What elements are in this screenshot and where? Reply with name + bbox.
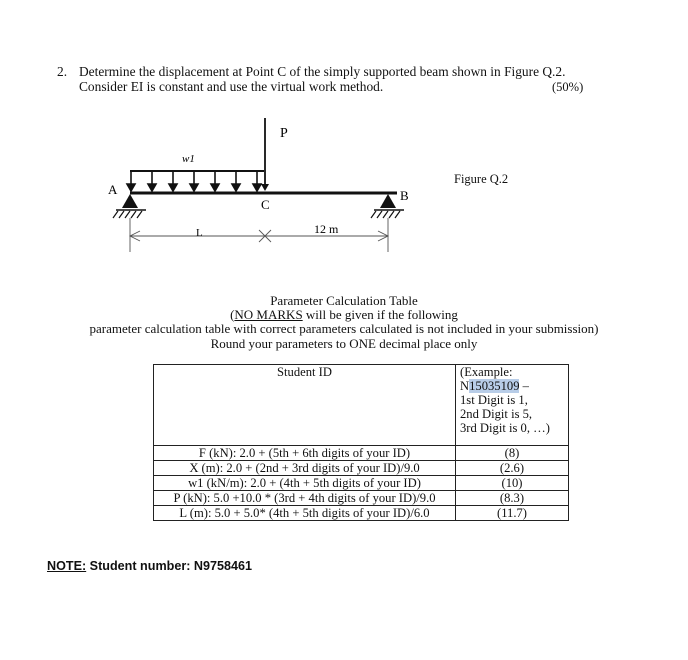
value-x: (2.6)	[456, 461, 569, 476]
table-row	[154, 446, 569, 461]
table-row	[154, 506, 569, 521]
value-w1: (10)	[456, 476, 569, 491]
formula-f: F (kN): 2.0 + (5th + 6th digits of your ID)	[154, 446, 456, 461]
support-a	[113, 194, 146, 218]
table-row	[154, 491, 569, 506]
student-number-note	[47, 559, 252, 573]
point-load-arrowhead	[261, 184, 269, 191]
example-line4: 2nd Digit is 5,	[460, 407, 533, 421]
note-label: NOTE:	[47, 559, 87, 573]
label-l: L	[196, 227, 203, 239]
formula-w1: w1 (kN/m): 2.0 + (4th + 5th digits of your ID)	[154, 476, 456, 491]
formula-p: P (kN): 5.0 +10.0 * (3rd + 4th digits of your ID)/9.0	[154, 491, 456, 506]
example-id-suffix: –	[519, 379, 529, 393]
table-row	[154, 461, 569, 476]
label-12m: 12 m	[314, 222, 339, 236]
example-line3: 1st Digit is 1,	[460, 393, 528, 407]
label-c: C	[261, 197, 270, 212]
no-marks-emphasis: NO MARKS	[234, 307, 303, 322]
formula-x: X (m): 2.0 + (2nd + 3rd digits of your ID)/9.0	[154, 461, 456, 476]
student-id-label: Student ID	[154, 365, 456, 446]
no-marks-rest: will be given if the following	[302, 307, 458, 322]
note-text: Student number: N9758461	[86, 559, 253, 573]
label-p: P	[280, 126, 288, 141]
example-cell	[456, 365, 569, 446]
question-text-line1: Determine the displacement at Point C of the simply supported beam shown in Figure Q.2.	[79, 64, 566, 79]
question-number: 2.	[57, 64, 68, 79]
question-text-line2: Consider EI is constant and use the virtual work method.	[79, 79, 384, 94]
table-row	[154, 476, 569, 491]
value-p: (8.3)	[456, 491, 569, 506]
value-l: (11.7)	[456, 506, 569, 521]
parameter-table	[153, 364, 569, 521]
label-a: A	[108, 182, 118, 197]
table-header-row	[154, 365, 569, 446]
example-line1: (Example:	[460, 365, 513, 379]
example-line5: 3rd Digit is 0, …)	[460, 421, 550, 435]
no-marks-open-paren: (	[230, 307, 235, 322]
example-id-prefix: N	[460, 379, 470, 393]
question-marks: (50%)	[552, 80, 584, 94]
beam-figure	[0, 0, 688, 300]
label-b: B	[400, 188, 409, 203]
value-f: (8)	[456, 446, 569, 461]
formula-l: L (m): 5.0 + 5.0* (4th + 5th digits of your ID)/6.0	[154, 506, 456, 521]
table-title: Parameter Calculation Table	[270, 293, 418, 308]
label-w1: w1	[182, 153, 195, 165]
instruction-line3: parameter calculation table with correct parameters calculated is not included in your submission)	[89, 321, 599, 336]
instruction-line4: Round your parameters to ONE decimal place only	[210, 336, 478, 351]
example-id-number: 15035109	[469, 379, 520, 393]
figure-caption: Figure Q.2	[454, 172, 509, 186]
udl-arrows	[127, 171, 261, 191]
dimension-lines	[130, 218, 388, 252]
example-id	[460, 379, 564, 393]
